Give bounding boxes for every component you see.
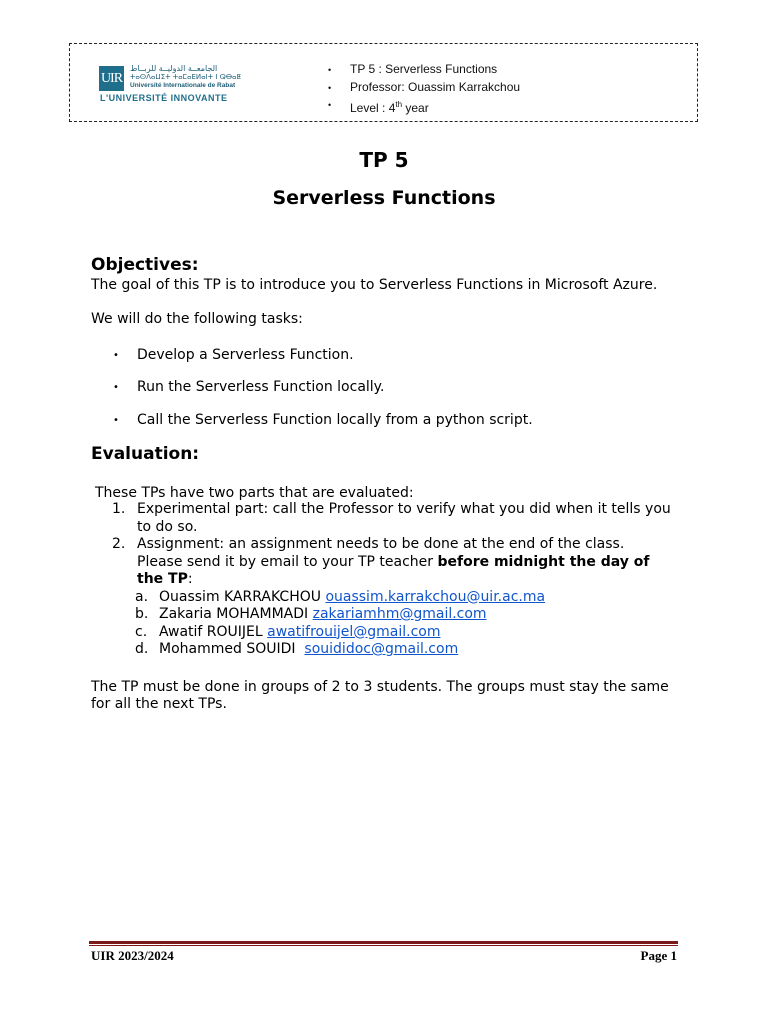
objectives-intro: The goal of this TP is to introduce you to Serverless Functions in Microsoft Azure. <box>91 277 658 293</box>
teacher-row: d. Mohammed SOUIDI souididoc@gmail.com <box>135 641 459 657</box>
evaluation-item-experimental: 1. Experimental part: call the Professor to verify what you did when it tells you to do so. <box>112 501 671 535</box>
logo-tifinagh-text: ⵜⴰⵙⴷⴰⵡⵉⵜ ⵜⴰⵎⴰⴹⵍⴰⵏⵜ ⵏ ⵕⴱⴰⵟ <box>130 73 241 81</box>
evaluation-item-assignment: 2. Assignment: an assignment needs to be done at the end of the class. Please send it by email to your TP teacher before midnight the day of the TP: <box>112 536 650 587</box>
footer-year: UIR 2023/2024 <box>91 948 174 963</box>
university-logo <box>99 64 279 104</box>
teacher-row: a. Ouassim KARRAKCHOU ouassim.karrakchou@uir.ac.ma <box>135 588 546 605</box>
objectives-heading: Objectives: <box>91 255 199 275</box>
logo-mark: UIR <box>99 66 124 91</box>
footer-divider-thin <box>89 945 678 946</box>
teacher-row: c. Awatif ROUIJEL awatifrouijel@gmail.com <box>135 623 441 640</box>
header-box <box>69 43 698 122</box>
task-item: • Call the Serverless Function locally from a python script. <box>113 412 533 428</box>
task-item: • Develop a Serverless Function. <box>113 347 354 363</box>
footer-divider <box>89 941 678 944</box>
logo-university-name: Université Internationale de Rabat <box>130 82 236 89</box>
header-tp-item: • TP 5 : Serverless Functions <box>328 61 520 79</box>
tasks-intro: We will do the following tasks: <box>91 311 303 327</box>
header-professor-item: • Professor: Ouassim Karrakchou <box>328 79 520 97</box>
task-item: • Run the Serverless Function locally. <box>113 379 385 395</box>
bullet-icon: • <box>113 382 119 393</box>
header-info-list <box>328 61 520 114</box>
page-subtitle: Serverless Functions <box>272 187 496 209</box>
bullet-icon: • <box>113 350 119 361</box>
groups-note: The TP must be done in groups of 2 to 3 students. The groups must stay the same for all the next TPs. <box>91 679 669 712</box>
logo-tagline: L'UNIVERSITÉ INNOVANTE <box>100 93 228 103</box>
teacher-email-link[interactable]: ouassim.karrakchou@uir.ac.ma <box>325 588 546 605</box>
page-title: TP 5 <box>359 148 409 172</box>
teacher-email-link[interactable]: souididoc@gmail.com <box>304 641 459 657</box>
evaluation-heading: Evaluation: <box>91 444 200 464</box>
bullet-icon: • <box>113 415 119 426</box>
evaluation-list <box>112 501 672 659</box>
header-level-item: • Level : 4th year <box>328 96 520 114</box>
footer-page-number: Page 1 <box>640 948 677 963</box>
teacher-email-link[interactable]: awatifrouijel@gmail.com <box>267 623 441 640</box>
evaluation-intro: These TPs have two parts that are evaluated: <box>95 485 414 501</box>
logo-arabic-text: الجامعــة الدوليــة للربــاط <box>130 64 218 73</box>
teacher-row: b. Zakaria MOHAMMADI zakariamhm@gmail.com <box>135 606 487 622</box>
teacher-email-link[interactable]: zakariamhm@gmail.com <box>312 606 487 622</box>
